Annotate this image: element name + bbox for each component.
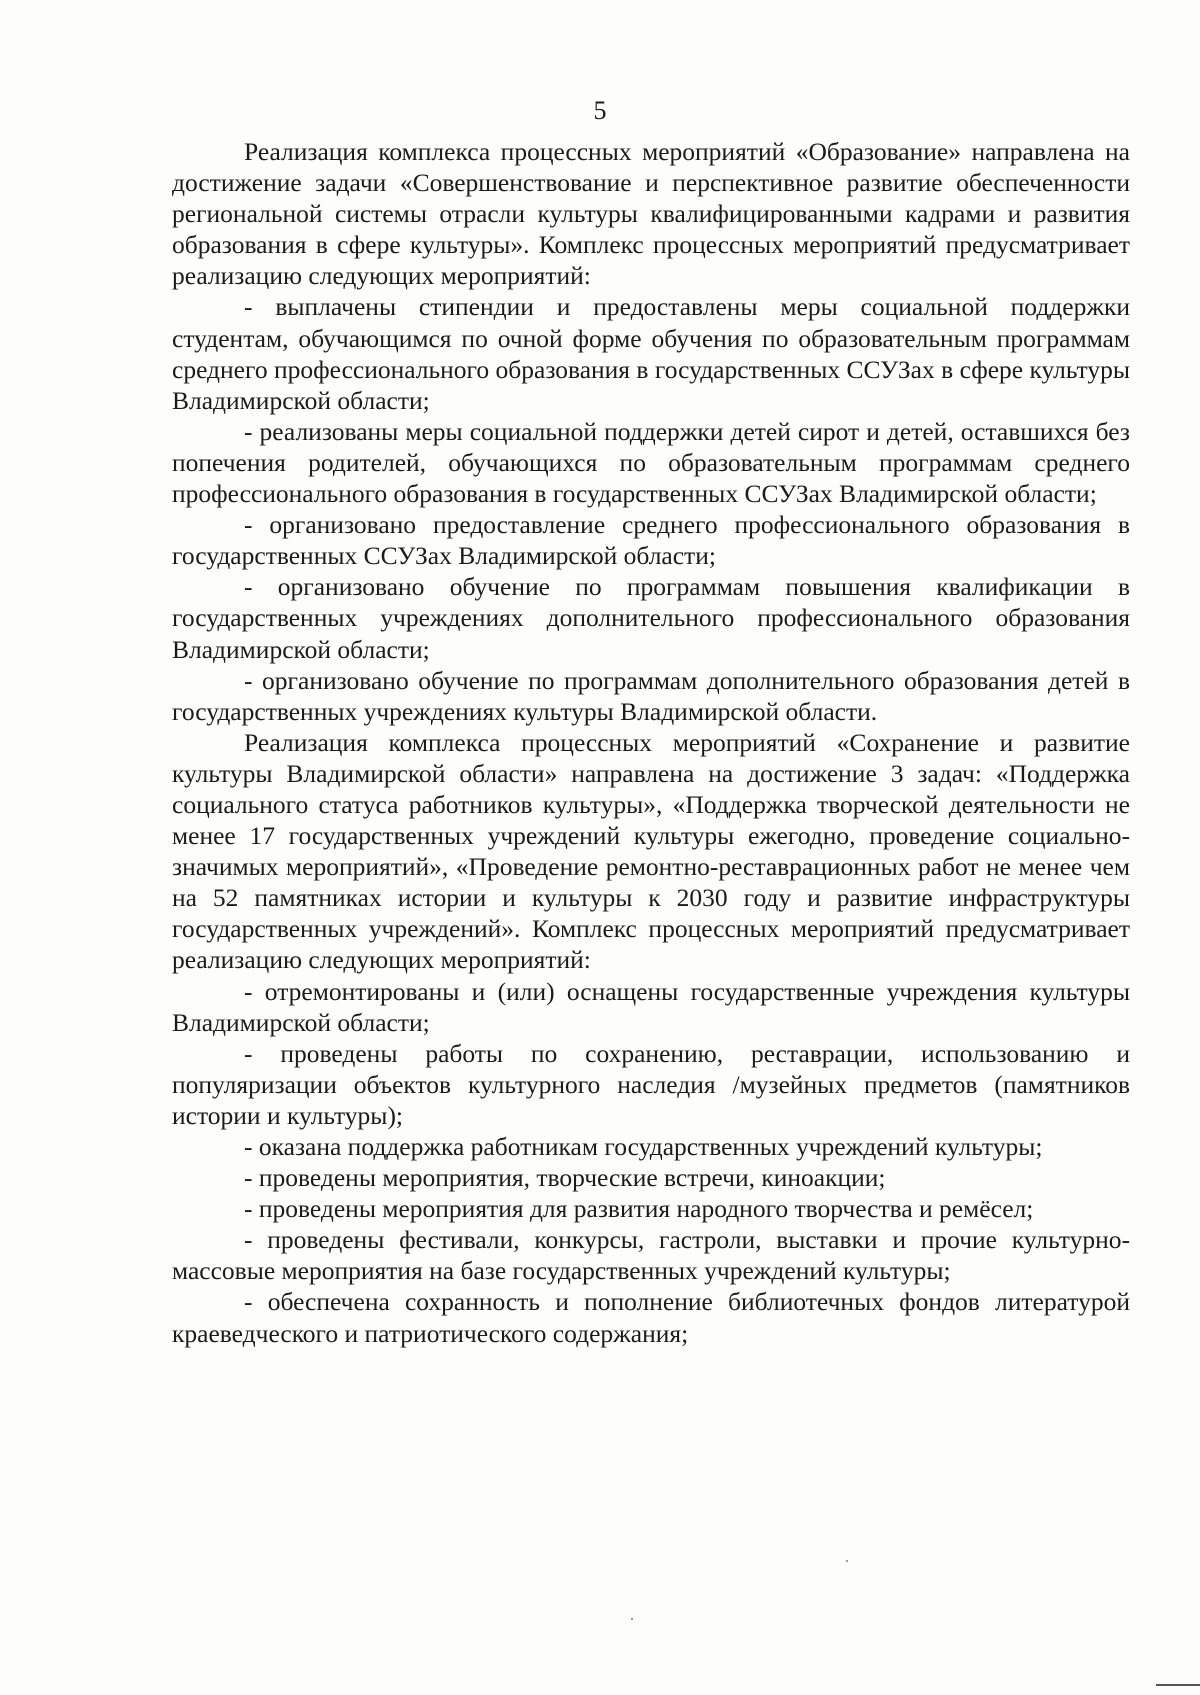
list-item-events: - проведены мероприятия, творческие встречи, киноакции; [244, 1163, 886, 1193]
document-body [172, 136, 1130, 1349]
list-item-library-funds: - обеспечена сохранность и пополнение библиотечных фондов литературой краеведческого и патриотического содержания; [172, 1287, 1130, 1348]
list-item-vocational-education: - организовано предоставление среднего профессионального образования в государственных ССУЗах Владимирской области; [172, 510, 1130, 571]
list-item-orphan-support: - реализованы меры социальной поддержки детей сирот и детей, оставшихся без попечения родителей, обучающихся по образовательным программам среднего профессионального образования в государственных ССУЗах Владимирской области; [172, 416, 1130, 509]
list-item-folk-art: - проведены мероприятия для развития народного творчества и ремёсел; [244, 1194, 1034, 1224]
list-item-worker-support: - оказана поддержка работникам государственных учреждений культуры; [244, 1132, 1043, 1161]
page-number: 5 [593, 96, 607, 125]
list-item-festivals: - проведены фестивали, конкурсы, гастроли, выставки и прочие культурно-массовые мероприятия на базе государственных учреждений культуры; [172, 1225, 1130, 1286]
list-item-heritage-restoration: - проведены работы по сохранению, реставрации, использованию и популяризации объектов культурного наследия /музейных предметов (памятников истории и культуры); [172, 1038, 1130, 1130]
list-item-additional-education: - организовано обучение по программам дополнительного образования детей в государственных учреждениях культуры Владимирской области. [172, 665, 1130, 726]
list-item-qualification-training: - организовано обучение по программам повышения квалификации в государственных учреждениях дополнительного профессионального образования Владимирской области; [172, 572, 1130, 664]
list-item-scholarships: - выплачены стипендии и предоставлены меры социальной поддержки студентам, обучающимся по очной форме обучения по образовательным программам среднего профессионального образования в государственных ССУЗах в сфере культуры Владимирской области; [172, 292, 1130, 415]
list-item-institutions-repaired: - отремонтированы и (или) оснащены государственные учреждения культуры Владимирской области; [172, 976, 1130, 1037]
paragraph-culture-intro: Реализация комплекса процессных мероприятий «Сохранение и развитие культуры Владимирской области» направлена на достижение 3 задач: «Поддержка социального статуса работников культуры», «Поддержка творческой деятельности не менее 17 государственных учреждений культуры ежегодно, проведение социально-значимых мероприятий», «Проведение ремонтно-реставрационных работ не менее чем на 52 памятниках истории и культуры к 2030 году и развитие инфраструктуры государственных учреждений». Комплекс процессных мероприятий предусматривает реализацию следующих мероприятий: [172, 727, 1130, 975]
scan-artifact [846, 1560, 848, 1562]
scan-artifact [1156, 1684, 1200, 1686]
scan-artifact [631, 1618, 633, 1620]
paragraph-education-intro: Реализация комплекса процессных мероприятий «Образование» направлена на достижение задачи «Совершенствование и перспективное развитие обеспеченности региональной системы отрасли культуры квалифицированными кадрами и развития образования в сфере культуры». Комплекс процессных мероприятий предусматривает реализацию следующих мероприятий: [172, 137, 1130, 291]
